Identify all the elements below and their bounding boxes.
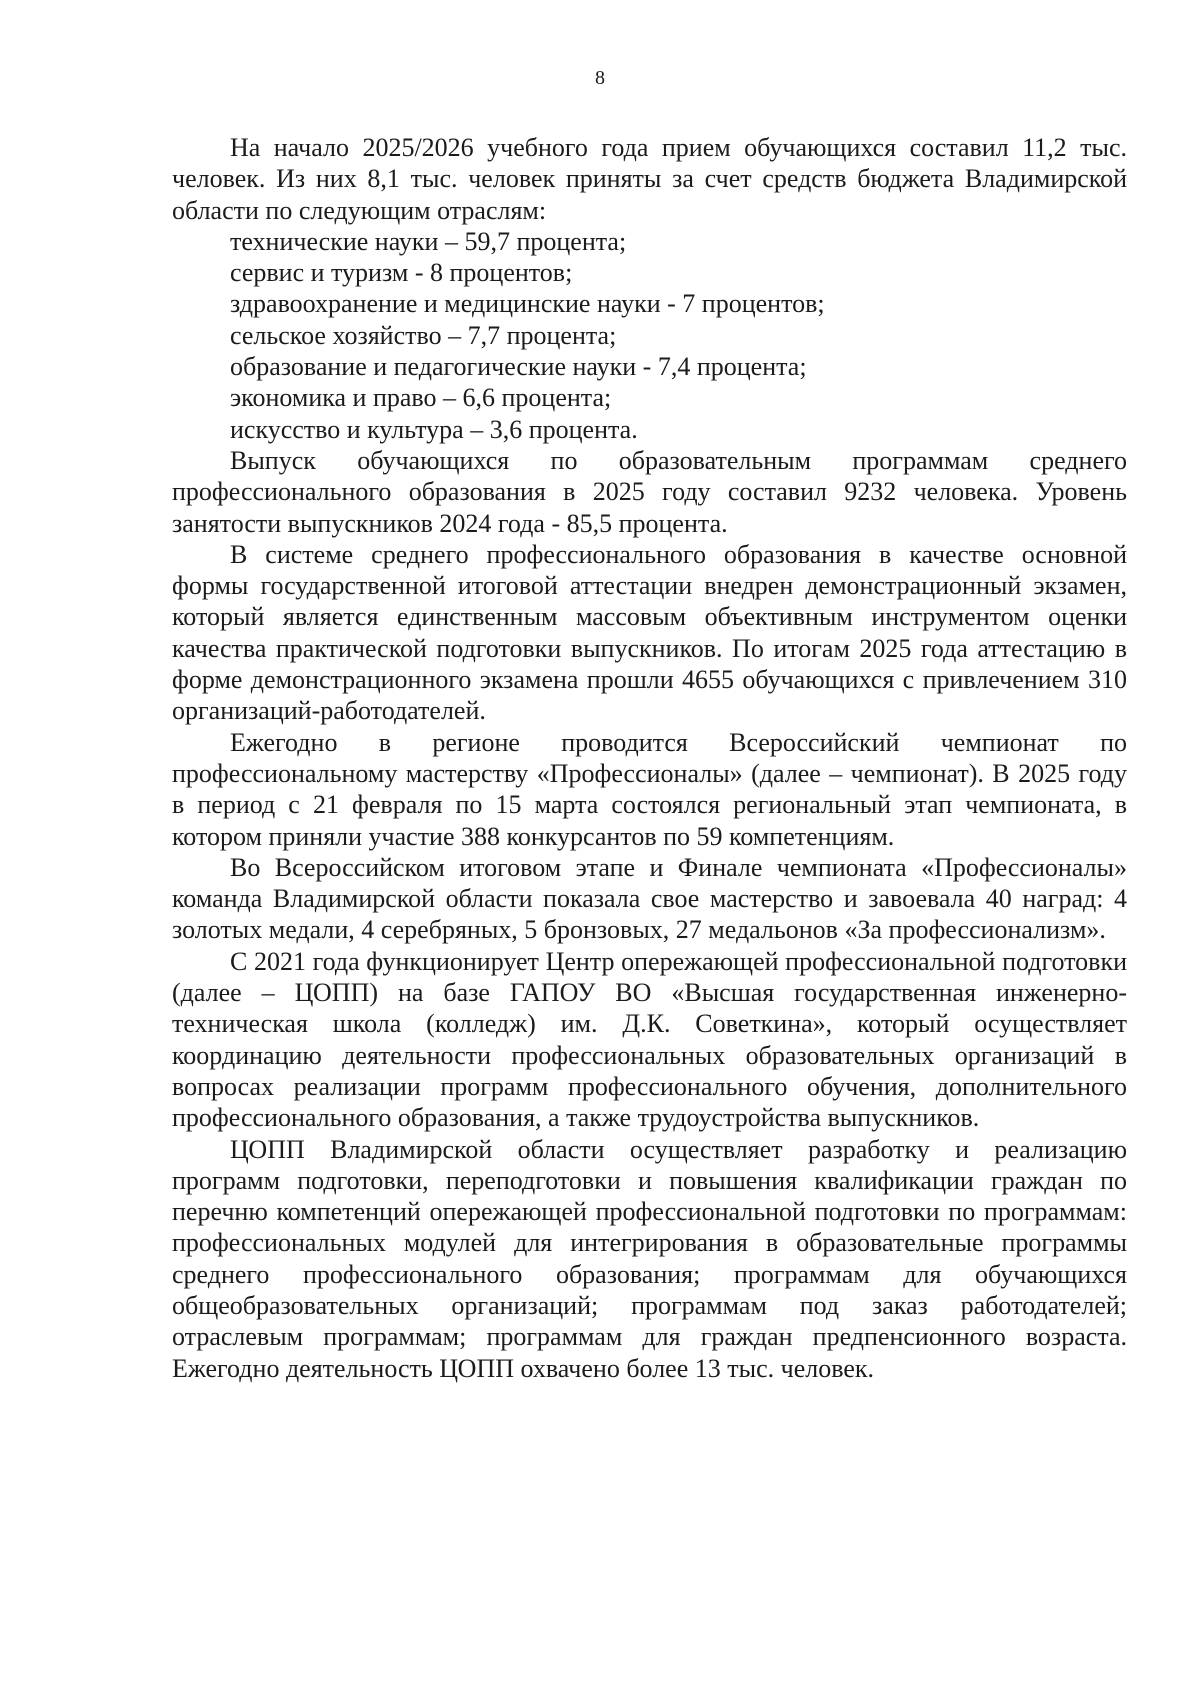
paragraph-graduates: Выпуск обучающихся по образовательным программам среднего профессионального образования в 2025 году составил 9232 человека. Уровень занятости выпускников 2024 года - 85,5 процента.	[172, 445, 1127, 538]
paragraph-championship: Ежегодно в регионе проводится Всероссийский чемпионат по профессиональному мастерству «Профессионалы» (далее – чемпионат). В 2025 году в период с 21 февраля по 15 марта состоялся региональный этап чемпионата, в котором приняли участие 388 конкурсантов по 59 компетенциям.	[172, 727, 1127, 851]
list-item: образование и педагогические науки - 7,4 процента;	[230, 352, 807, 382]
list-item: экономика и право – 6,6 процента;	[230, 383, 612, 413]
list-item: сельское хозяйство – 7,7 процента;	[230, 320, 617, 350]
list-item: здравоохранение и медицинские науки - 7 процентов;	[230, 289, 825, 319]
paragraph-copp-programs: ЦОПП Владимирской области осуществляет разработку и реализацию программ подготовки, переподготовки и повышения квалификации граждан по перечню компетенций опережающей профессиональной подготовки по программам: профессиональных модулей для интегрирования в образовательные программы среднего профессионального образования; программам для обучающихся общеобразовательных организаций; программам под заказ работодателей; отраслевым программам; программам для граждан предпенсионного возраста. Ежегодно деятельность ЦОПП охвачено более 13 тыс. человек.	[172, 1134, 1127, 1383]
paragraph-demo-exam: В системе среднего профессионального образования в качестве основной формы государственной итоговой аттестации внедрен демонстрационный экзамен, который является единственным массовым объективным инструментом оценки качества практической подготовки выпускников. По итогам 2025 года аттестацию в форме демонстрационного экзамена прошли 4655 обучающихся с привлечением 310 организаций-работодателей.	[172, 539, 1127, 726]
paragraph-admission: На начало 2025/2026 учебного года прием обучающихся составил 11,2 тыс. человек. Из них 8,1 тыс. человек приняты за счет средств бюджета Владимирской области по следующим отраслям:	[172, 133, 1127, 225]
list-item: сервис и туризм - 8 процентов;	[230, 258, 573, 288]
list-item: технические науки – 59,7 процента;	[230, 226, 627, 256]
list-item: искусство и культура – 3,6 процента.	[230, 414, 638, 444]
paragraph-copp-center: С 2021 года функционирует Центр опережающей профессиональной подготовки (далее – ЦОПП) на базе ГАПОУ ВО «Высшая государственная инженерно-техническая школа (колледж) им. Д.К. Советкина», который осуществляет координацию деятельности профессиональных образовательных организаций в вопросах реализации программ профессионального обучения, дополнительного профессионального образования, а также трудоустройства выпускников.	[172, 946, 1127, 1133]
document-body	[172, 132, 1127, 1384]
page-number: 8	[595, 67, 605, 89]
paragraph-awards: Во Всероссийском итоговом этапе и Финале чемпионата «Профессионалы» команда Владимирской области показала свое мастерство и завоевала 40 наград: 4 золотых медали, 4 серебряных, 5 бронзовых, 27 медальонов «За профессионализм».	[172, 852, 1127, 945]
industry-list	[172, 226, 1127, 445]
